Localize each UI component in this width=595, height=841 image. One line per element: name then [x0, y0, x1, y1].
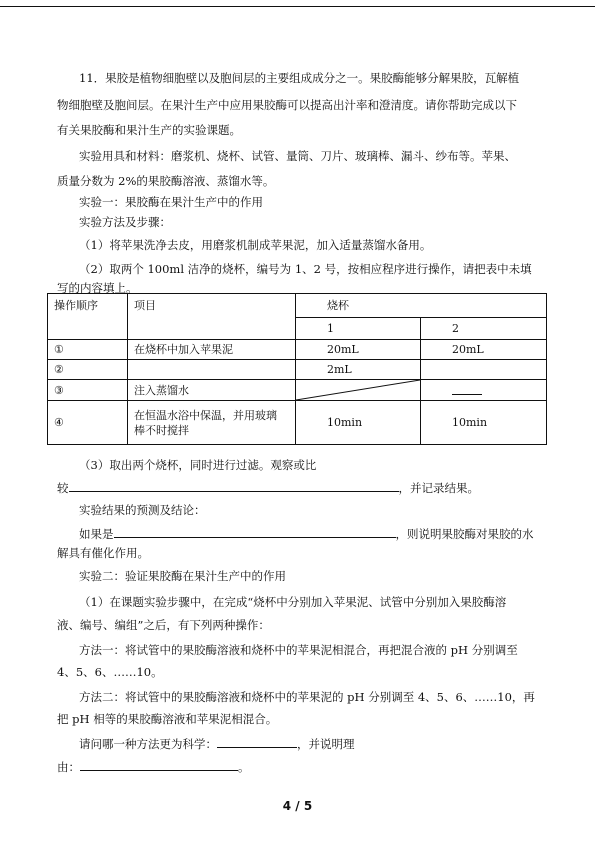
observation-blank[interactable]: [69, 479, 399, 492]
experiment-2-title: 实验二：验证果胶酶在果汁生产中的作用: [79, 569, 286, 583]
header-rule: [0, 6, 595, 7]
step-1: （1）将苹果洗净去皮，用磨浆机制成苹果泥，加入适量蒸馏水备用。: [79, 238, 432, 252]
prediction-heading: 实验结果的预测及结论：: [79, 503, 206, 517]
reason-prefix: 由：: [57, 760, 80, 774]
question-suffix: ，并说明理: [297, 737, 355, 751]
method-heading: 实验方法及步骤：: [79, 215, 171, 229]
row-3-item: 注入蒸馏水: [128, 380, 296, 401]
experiment-1-title: 实验一：果胶酶在果汁生产中的作用: [79, 195, 263, 209]
answer-blank[interactable]: [452, 382, 482, 395]
method-2-line-2: 把 pH 相等的果胶酶溶液和苹果泥相混合。: [57, 712, 278, 726]
prediction-blank[interactable]: [114, 525, 396, 538]
row-2-beaker-2: [421, 360, 547, 380]
row-4-item-line-2: 棒不时搅拌: [134, 423, 189, 437]
row-1-item: 在烧杯中加入苹果泥: [128, 340, 296, 360]
step-3-suffix: ，并记录结果。: [398, 481, 479, 495]
procedure-table: [47, 293, 547, 445]
row-2-beaker-1: 2mL: [296, 360, 421, 380]
row-1-order: ①: [48, 340, 128, 360]
question-line-1: [79, 735, 355, 752]
header-beaker-1: 1: [296, 318, 421, 340]
step-2-line-1: （2）取两个 100ml 洁净的烧杯，编号为 1、2 号，按相应程序进行操作，请把表中未填: [79, 262, 532, 276]
prediction-line-2: 解具有催化作用。: [57, 546, 149, 560]
q11-line-3: 有关果胶酶和果汁生产的实验课题。: [57, 123, 241, 137]
materials-line-2: 质量分数为 2%的果胶酶溶液、蒸馏水等。: [57, 174, 275, 188]
question-prefix: 请问哪一种方法更为科学：: [79, 737, 217, 751]
materials-line-1: 实验用具和材料：磨浆机、烧杯、试管、量筒、刀片、玻璃棒、漏斗、纱布等。苹果、: [79, 149, 516, 163]
header-beaker-2: 2: [421, 318, 547, 340]
reason-suffix: 。: [238, 760, 250, 774]
header-order: 操作顺序: [48, 294, 128, 340]
row-2-order: ②: [48, 360, 128, 380]
row-4-beaker-2: 10min: [421, 401, 547, 445]
row-3-beaker-2: [421, 380, 547, 401]
method-1-line-1: 方法一：将试管中的果胶酶溶液和烧杯中的苹果泥相混合，再把混合液的 pH 分别调至: [79, 643, 518, 657]
step-3-prefix: 较: [57, 481, 69, 495]
row-3-order: ③: [48, 380, 128, 401]
q11-line-2: 物细胞壁及胞间层。在果汁生产中应用果胶酶可以提高出汁率和澄清度。请你帮助完成以下: [57, 98, 517, 112]
prediction-suffix: ，则说明果胶酶对果胶的水: [395, 527, 534, 541]
page-number: 4 / 5: [282, 799, 313, 813]
row-4-beaker-1: 10min: [296, 401, 421, 445]
question-line-2: [57, 758, 250, 775]
step-2-line-2: 写的内容填上。: [57, 281, 138, 295]
exp2-step-1-line-1: （1）在课题实验步骤中，在完成“烧杯中分别加入苹果泥、试管中分别加入果胶酶溶: [79, 595, 507, 609]
row-1-beaker-2: 20mL: [421, 340, 547, 360]
row-4-item-line-1: 在恒温水浴中保温，并用玻璃: [134, 408, 277, 422]
row-4-item: [128, 401, 296, 445]
row-4-order: ④: [48, 401, 128, 445]
exp2-step-1-line-2: 液、编号、编组”之后，有下列两种操作：: [57, 618, 270, 632]
method-choice-blank[interactable]: [217, 735, 297, 748]
prediction-prefix: 如果是: [79, 527, 114, 541]
header-item: 项目: [128, 294, 296, 340]
step-3-line-1: （3）取出两个烧杯，同时进行过滤。观察或比: [79, 458, 317, 472]
row-3-beaker-1-crossed: [296, 380, 421, 401]
prediction-line-1: [79, 525, 534, 542]
diagonal-slash: [296, 380, 420, 400]
row-1-beaker-1: 20mL: [296, 340, 421, 360]
reason-blank[interactable]: [80, 758, 238, 771]
header-beaker: 烧杯: [296, 294, 547, 318]
row-2-item: [128, 360, 296, 380]
q11-line-1: 11．果胶是植物细胞壁以及胞间层的主要组成成分之一。果胶酶能够分解果胶，瓦解植: [79, 71, 520, 85]
step-3-line-2: [57, 479, 479, 496]
method-1-line-2: 4、5、6、……10。: [57, 665, 163, 679]
method-2-line-1: 方法二：将试管中的果胶酶溶液和烧杯中的苹果泥的 pH 分别调至 4、5、6、……10，再: [79, 690, 535, 704]
